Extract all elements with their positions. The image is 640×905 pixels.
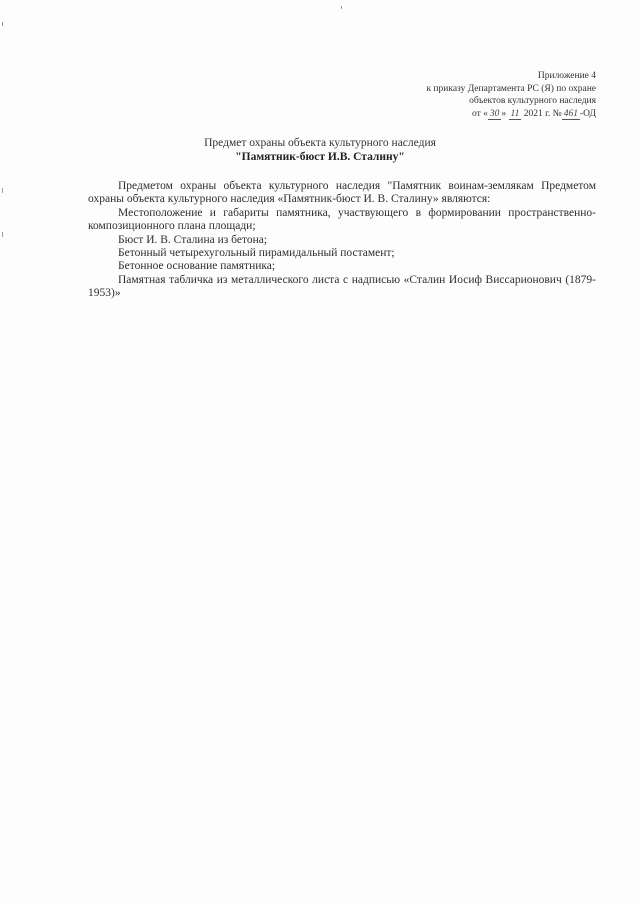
intro-paragraph: Предметом охраны объекта культурного наследия "Памятник воинам-землякам Предметом охраны объекта культурного наследия «Памятник-бюст И. В. Сталину» являются: [88, 180, 596, 206]
order-suffix: -ОД [579, 108, 596, 119]
list-item: Бетонный четырехугольный пирамидальный постамент; [118, 247, 395, 260]
title-line-2: "Памятник-бюст И.В. Сталину" [235, 151, 405, 163]
scan-mark-left-2 [2, 188, 3, 193]
document-body [88, 180, 596, 301]
scan-mark-left-1 [2, 22, 3, 26]
date-month: 11 [510, 108, 520, 119]
scan-mark-left-3 [2, 232, 3, 237]
list-item: Местоположение и габариты памятника, участвующего в формировании пространственно-композиционного плана площади; [88, 206, 596, 233]
date-year: 2021 г. № [521, 108, 562, 119]
attachment-number: Приложение 4 [537, 71, 596, 81]
date-day: 30 [489, 108, 500, 119]
list-item: Бетонное основание памятника; [118, 260, 276, 273]
date-prefix: от « [472, 108, 488, 119]
title-line-1: Предмет охраны объекта культурного наследия [204, 137, 436, 149]
date-sep: » [501, 108, 509, 119]
scan-mark-top [341, 6, 342, 9]
attachment-date-line [336, 108, 596, 121]
list-item: Памятная табличка из металлического листа с надписью «Сталин Иосиф Виссарионович (1879-1953)» [88, 273, 596, 300]
order-number: 461 [563, 108, 578, 119]
list-item: Бюст И. В. Сталина из бетона; [118, 233, 268, 246]
document-title [0, 136, 640, 164]
attachment-header [336, 70, 596, 120]
attachment-order-ref: к приказу Департамента РС (Я) по охране [426, 83, 596, 94]
attachment-department: объектов культурного наследия [469, 96, 596, 106]
